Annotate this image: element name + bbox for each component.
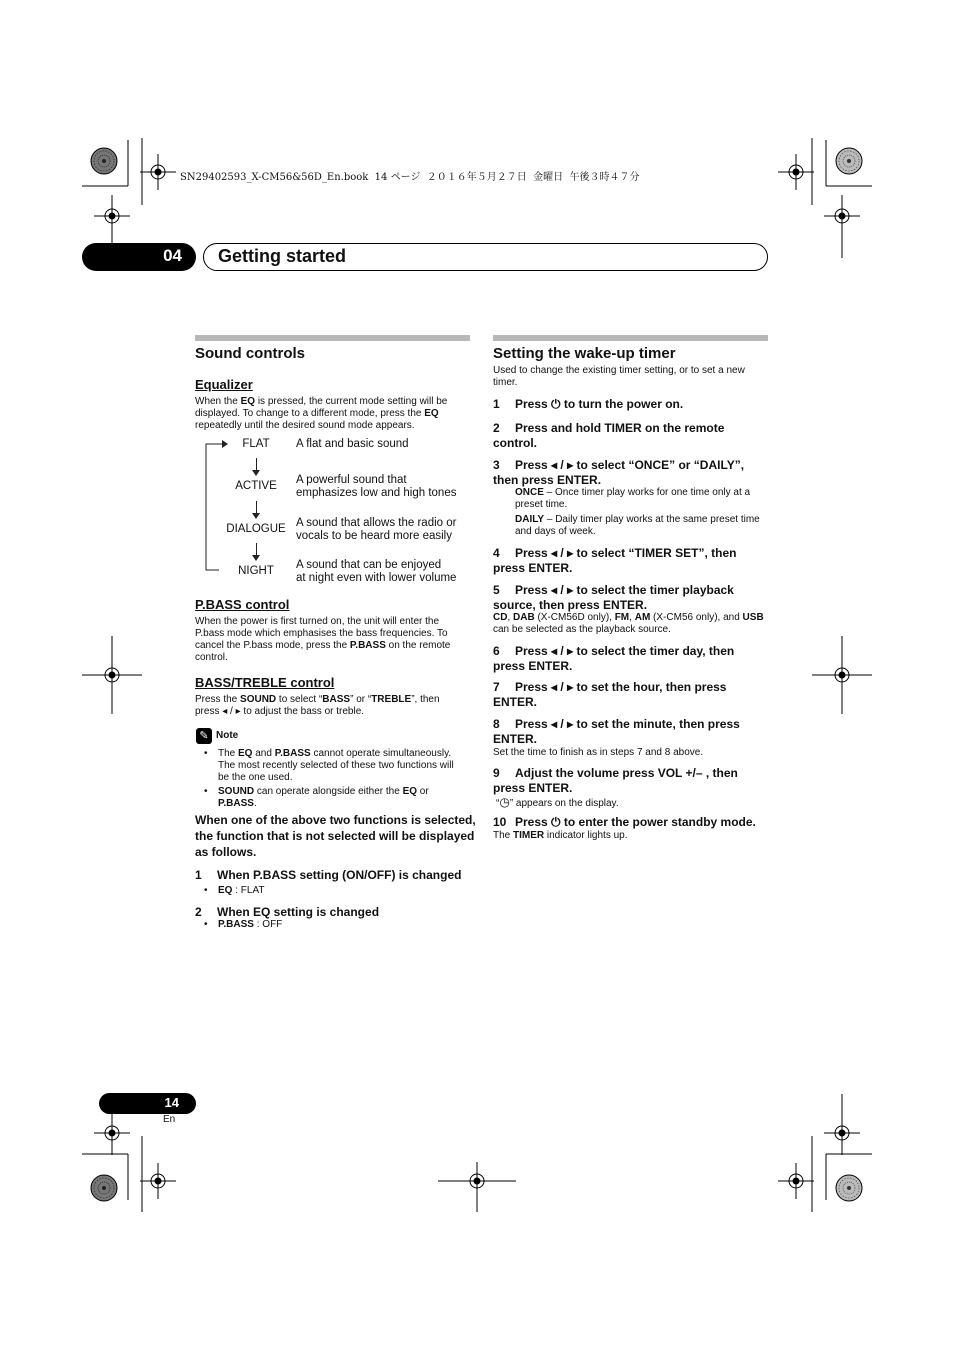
power-icon: ⏻ xyxy=(551,397,561,411)
eq-desc-night: A sound that can be enjoyed at night even with lower volume xyxy=(296,559,457,584)
left-step-1-bullet: EQ : FLAT xyxy=(218,885,265,896)
timer-step-3: 3 Press ◂ / ▸ to select “ONCE” or “DAILY”, then press ENTER. xyxy=(493,458,745,487)
note-item-2: SOUND can operate alongside either the EQ or P.BASS. xyxy=(218,786,429,809)
page-number: 14 xyxy=(164,1095,179,1110)
eq-desc-flat: A flat and basic sound xyxy=(296,438,409,450)
timer-step-1: 1 Press ⏻ to turn the power on. xyxy=(493,397,684,411)
chapter-number-tab xyxy=(82,243,196,271)
left-arrow-icon: ◂ xyxy=(551,583,558,597)
timer-step-5: 5 Press ◂ / ▸ to select the timer playback source, then press ENTER. xyxy=(493,583,734,612)
chapter-number: 04 xyxy=(163,246,182,265)
timer-step-10-note: The TIMER indicator lights up. xyxy=(493,830,628,841)
left-arrow-icon: ◂ xyxy=(551,680,558,694)
left-arrow-icon: ◂ xyxy=(222,706,228,717)
eq-desc-dialogue: A sound that allows the radio or vocals to be heard more easily xyxy=(296,517,457,542)
timer-step-8: 8 Press ◂ / ▸ to set the minute, then press ENTER. xyxy=(493,717,740,746)
bass-treble-heading: BASS/TREBLE control xyxy=(195,675,335,690)
timer-step-3-once: ONCE – Once timer play works for one time only at a preset time. xyxy=(515,487,751,510)
note-label: Note xyxy=(216,730,239,741)
eq-mode-flat: FLAT xyxy=(242,438,270,450)
left-step-2: 2 When EQ setting is changed xyxy=(195,905,380,919)
print-header: SN29402593_X-CM56&56D_En.book 14 ページ ２０１６年５月２７日 金曜日 午後３時４７分 xyxy=(180,172,640,183)
right-arrow-icon: ▸ xyxy=(567,583,574,597)
chapter-title-box xyxy=(203,243,768,271)
down-arrow-icon xyxy=(256,458,257,472)
equalizer-heading: Equalizer xyxy=(195,377,253,392)
color-wheel-icon xyxy=(91,1175,117,1201)
right-arrow-icon: ▸ xyxy=(567,546,574,560)
right-arrow-icon: ▸ xyxy=(567,644,574,658)
page-number-tab xyxy=(99,1093,196,1114)
section-rule-right xyxy=(493,335,768,341)
left-arrow-icon: ◂ xyxy=(551,717,558,731)
registration-mark-icon xyxy=(778,1163,814,1199)
section-rule-left xyxy=(195,335,470,341)
page-language: En xyxy=(163,1114,176,1125)
color-wheel-icon xyxy=(836,1175,862,1201)
eq-cycle-diagram xyxy=(200,436,230,576)
power-icon: ⏻ xyxy=(551,815,561,829)
right-arrow-icon: ▸ xyxy=(567,458,574,472)
section-title-wake-up-timer: Setting the wake-up timer xyxy=(493,345,676,362)
registration-mark-icon xyxy=(140,154,176,190)
timer-step-8-note: Set the time to finish as in steps 7 and 8 above. xyxy=(493,747,704,758)
timer-step-2: 2 Press and hold TIMER on the remote control. xyxy=(493,421,725,450)
bass-treble-body: Press the SOUND to select “BASS” or “TREBLE”, then press ◂ / ▸ to adjust the bass or treble. xyxy=(195,694,440,717)
timer-step-9: 9 Adjust the volume press VOL +/– , then press ENTER. xyxy=(493,766,738,795)
right-arrow-icon: ▸ xyxy=(567,680,574,694)
timer-step-6: 6 Press ◂ / ▸ to select the timer day, then press ENTER. xyxy=(493,644,735,673)
equalizer-body: When the EQ is pressed, the current mode setting will be displayed. To change to a different mode, press the EQ repeatedly until the desired sound mode appears. xyxy=(195,396,448,431)
left-arrow-icon: ◂ xyxy=(551,546,558,560)
note-icon: ✎ xyxy=(196,728,212,744)
registration-mark-icon xyxy=(140,1163,176,1199)
timer-step-4: 4 Press ◂ / ▸ to select “TIMER SET”, then press ENTER. xyxy=(493,546,737,575)
color-wheel-icon xyxy=(91,148,117,174)
left-step-2-bullet: P.BASS : OFF xyxy=(218,919,283,930)
timer-step-7: 7 Press ◂ / ▸ to set the hour, then press ENTER. xyxy=(493,680,727,709)
timer-intro: Used to change the existing timer setting, or to set a new timer. xyxy=(493,365,745,388)
clock-icon: ◷ xyxy=(499,795,510,809)
eq-mode-active: ACTIVE xyxy=(235,480,277,492)
left-step-1: 1 When P.BASS setting (ON/OFF) is changed xyxy=(195,868,462,882)
left-arrow-icon: ◂ xyxy=(551,644,558,658)
timer-step-10: 10 Press ⏻ to enter the power standby mode. xyxy=(493,815,756,829)
right-arrow-icon: ▸ xyxy=(235,706,241,717)
right-arrow-icon: ▸ xyxy=(567,717,574,731)
eq-mode-dialogue: DIALOGUE xyxy=(226,523,286,535)
color-wheel-icon xyxy=(836,148,862,174)
registration-mark-icon xyxy=(778,154,814,190)
down-arrow-icon xyxy=(256,501,257,515)
eq-mode-night: NIGHT xyxy=(238,565,274,577)
timer-step-9-note: “◷” appears on the display. xyxy=(496,795,619,809)
pbass-body: When the power is first turned on, the unit will enter the P.bass mode which emphasises the bass frequencies. To cancel the P.bass mode, press the P.BASS on the remote control. xyxy=(195,616,451,663)
section-title-sound-controls: Sound controls xyxy=(195,345,305,362)
pbass-heading: P.BASS control xyxy=(195,597,290,612)
timer-step-3-daily: DAILY – Daily timer play works at the same preset time and days of week. xyxy=(515,514,760,537)
left-arrow-icon: ◂ xyxy=(551,458,558,472)
eq-desc-active: A powerful sound that emphasizes low and high tones xyxy=(296,474,457,499)
note-item-1: The EQ and P.BASS cannot operate simultaneously. The most recently selected of these two functions will be the one used. xyxy=(218,748,454,783)
timer-step-5-note: CD, DAB (X-CM56D only), FM, AM (X-CM56 only), and USB can be selected as the playback source. xyxy=(493,612,764,635)
chapter-title: Getting started xyxy=(218,246,347,266)
down-arrow-icon xyxy=(256,543,257,557)
function-conflict-paragraph: When one of the above two functions is selected, the function that is not selected will be displayed as follows. xyxy=(195,813,476,859)
